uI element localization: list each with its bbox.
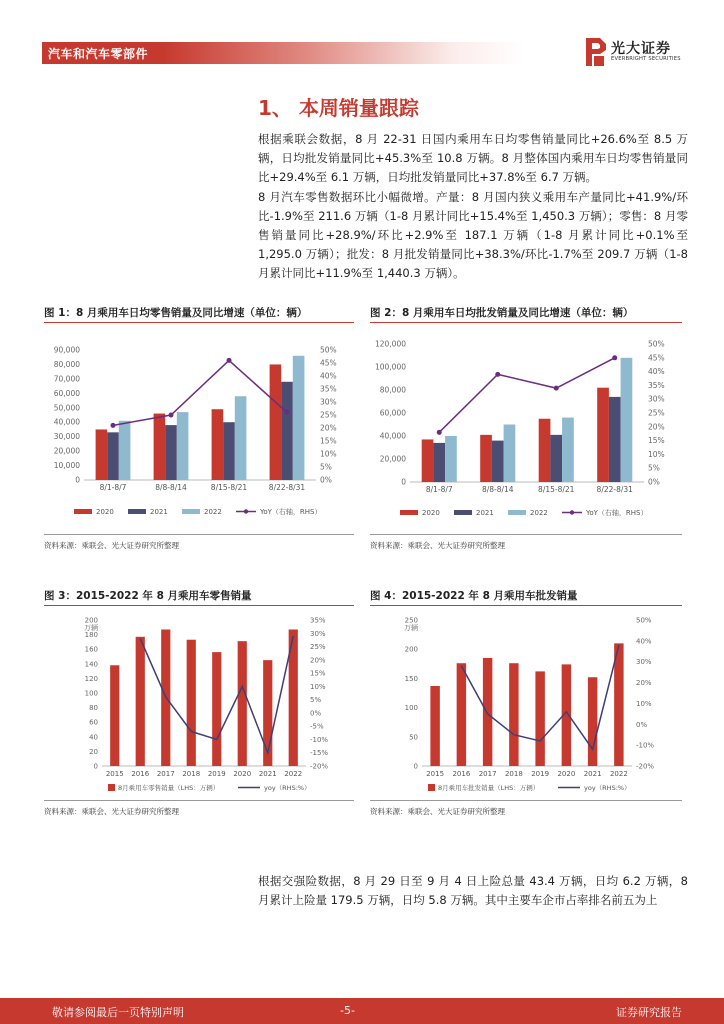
bar-2020: [480, 435, 492, 482]
y2-tick-label: 5%: [648, 463, 660, 473]
x-tick-label: 2021: [258, 770, 277, 778]
y-tick-label: 70,000: [53, 374, 80, 384]
y2-tick-label: 0%: [320, 475, 332, 485]
brand-name-cn: 光大证券: [611, 41, 671, 57]
yoy-point: [554, 386, 559, 391]
legend-swatch: [128, 509, 146, 514]
y-tick-label: 0: [401, 477, 406, 487]
y-tick-label: 40,000: [53, 417, 80, 427]
y2-tick-label: 40%: [648, 367, 665, 377]
x-tick-label: 2018: [182, 770, 201, 778]
bar-2021: [223, 422, 235, 480]
x-tick-label: 2019: [531, 770, 550, 778]
legend-label: 8月乘用车零售销量（LHS：万辆）: [118, 784, 220, 792]
y-tick-label: 200: [84, 616, 98, 625]
y2-tick-label: 0%: [636, 720, 648, 729]
bar-2020: [154, 414, 166, 480]
bar-8月乘用车批发销量（LHS：万辆）: [509, 663, 518, 766]
y2-tick-label: 50%: [320, 345, 337, 355]
y-tick-label: 80,000: [379, 385, 406, 395]
y-tick-label: 100: [84, 689, 98, 698]
legend-label: 2021: [476, 509, 494, 517]
y2-tick-label: 10%: [320, 449, 337, 459]
y2-tick-label: 20%: [320, 423, 337, 433]
y-tick-label: 140: [84, 660, 98, 669]
yoy-point: [495, 372, 500, 377]
x-tick-label: 8/22-8/31: [596, 485, 633, 494]
yoy-line: [113, 360, 287, 425]
y-tick-label: 80: [89, 704, 98, 713]
y-tick-label: 90,000: [53, 345, 80, 355]
legend-swatch: [182, 509, 200, 514]
legend-swatch: [400, 510, 418, 515]
x-tick-label: 2022: [609, 770, 628, 778]
bar-8月乘用车零售销量（LHS：万辆）: [238, 641, 247, 766]
y2-tick-label: 25%: [320, 410, 337, 420]
legend-swatch-marker: [244, 509, 248, 513]
legend-label: 2021: [150, 508, 168, 516]
y2-tick-label: 35%: [310, 616, 326, 625]
y-tick-label: 10,000: [53, 461, 80, 471]
x-tick-label: 2016: [131, 770, 150, 778]
bar-8月乘用车零售销量（LHS：万辆）: [187, 640, 196, 766]
legend-label: 2020: [422, 509, 440, 517]
bar-8月乘用车零售销量（LHS：万辆）: [110, 665, 119, 766]
footer-doc-type: 证券研究报告: [616, 1006, 682, 1019]
y2-tick-label: 15%: [648, 436, 665, 446]
legend-swatch: [428, 784, 435, 791]
paragraph-insurance: 根据交强险数据，8 月 29 日至 9 月 4 日上险总量 43.4 万辆，日均 6.2 万辆，8 月累计上险量 179.5 万辆，日均 5.8 万辆。其中主要车企市占率排名前五为上: [258, 874, 688, 907]
bar-2021: [433, 443, 445, 482]
fig1-source: 资料来源：乘联会、光大证券研究所整理: [44, 541, 179, 550]
bar-2022: [621, 358, 633, 482]
bar-2020: [212, 409, 224, 480]
x-tick-label: 8/15-8/21: [538, 485, 575, 494]
fig1-chart: [44, 334, 354, 528]
yoy-line: [439, 358, 615, 433]
fig2-source: 资料来源：乘联会、光大证券研究所整理: [370, 541, 505, 550]
legend-label: 2022: [530, 509, 548, 517]
brand-logo: [586, 36, 686, 70]
legend-label: 8月乘用车批发销量（LHS：万辆）: [438, 784, 540, 792]
bar-2022: [562, 418, 574, 482]
x-tick-label: 8/22-8/31: [268, 483, 306, 492]
y-tick-label: 20,000: [53, 446, 80, 456]
bar-8月乘用车批发销量（LHS：万辆）: [614, 643, 623, 766]
fig3-bottom-line: [44, 800, 354, 801]
y2-tick-label: 25%: [648, 408, 665, 418]
x-tick-label: 2015: [105, 770, 124, 778]
bar-2022: [293, 356, 305, 480]
y2-tick-label: -15%: [310, 749, 329, 758]
bar-2020: [597, 388, 609, 482]
y-tick-label: 160: [84, 645, 98, 654]
y-tick-label: 0: [413, 762, 418, 771]
fig3-source: 资料来源：乘联会、光大证券研究所整理: [44, 807, 179, 816]
y-tick-label: 0: [75, 475, 80, 485]
fig1-title: 图 1：8 月乘用车日均零售销量及同比增速（单位：辆）: [44, 307, 308, 319]
y2-tick-label: -20%: [636, 762, 655, 771]
y2-tick-label: 5%: [320, 462, 332, 472]
fig4-source: 资料来源：乘联会、光大证券研究所整理: [370, 807, 505, 816]
bar-8月乘用车批发销量（LHS：万辆）: [588, 677, 597, 766]
y2-tick-label: 30%: [320, 397, 337, 407]
y-tick-label: 100,000: [374, 362, 406, 372]
y2-tick-label: 40%: [636, 637, 652, 646]
bar-8月乘用车批发销量（LHS：万辆）: [535, 671, 544, 766]
yoy-point: [111, 423, 116, 428]
yoy-point: [227, 358, 232, 363]
fig3-divider: [44, 605, 354, 606]
y2-tick-label: 0%: [648, 477, 660, 487]
bar-2022: [119, 421, 131, 480]
y2-tick-label: 10%: [636, 699, 652, 708]
yoy-point: [437, 430, 442, 435]
y2-tick-label: 35%: [648, 380, 665, 390]
bar-2021: [281, 382, 293, 480]
y-tick-label: 60,000: [379, 408, 406, 418]
yoy-point: [612, 355, 617, 360]
x-tick-label: 2020: [233, 770, 252, 778]
bar-8月乘用车批发销量（LHS：万辆）: [430, 686, 439, 766]
legend-swatch: [508, 510, 526, 515]
fig4-title: 图 4：2015-2022 年 8 月乘用车批发销量: [370, 590, 578, 602]
x-tick-label: 2019: [207, 770, 226, 778]
brand-name-en: EVERBRIGHT SECURITIES: [611, 56, 681, 62]
bar-8月乘用车批发销量（LHS：万辆）: [483, 658, 492, 766]
legend-swatch: [108, 784, 115, 791]
legend-swatch-marker: [570, 510, 574, 514]
bar-2022: [177, 412, 189, 480]
y2-tick-label: 30%: [310, 629, 326, 638]
bar-2020: [96, 429, 108, 480]
y-tick-label: 20: [89, 747, 98, 756]
y-tick-label: 200: [404, 645, 418, 654]
footer-disclaimer: 敬请参阅最后一页特别声明: [52, 1006, 184, 1019]
y2-tick-label: -5%: [310, 722, 324, 731]
x-tick-label: 8/8-8/14: [155, 483, 187, 492]
y2-tick-label: 45%: [320, 358, 337, 368]
x-tick-label: 2020: [557, 770, 576, 778]
bar-2020: [270, 364, 282, 480]
x-tick-label: 2022: [284, 770, 303, 778]
x-tick-label: 8/8-8/14: [481, 485, 514, 494]
fig1-divider: [44, 322, 354, 323]
x-tick-label: 2018: [504, 770, 523, 778]
y2-tick-label: -10%: [636, 741, 655, 750]
bar-8月乘用车零售销量（LHS：万辆）: [212, 652, 221, 766]
bar-2022: [504, 425, 516, 483]
y-tick-label: 80,000: [53, 359, 80, 369]
y-unit-label: 万辆: [404, 624, 418, 632]
legend-label: 2020: [96, 508, 114, 516]
x-tick-label: 2021: [583, 770, 602, 778]
footer-page-number: -5-: [340, 1004, 355, 1017]
brand-logo-icon: [586, 38, 606, 66]
y2-tick-label: 30%: [636, 658, 652, 667]
y2-tick-label: 20%: [648, 422, 665, 432]
legend-label: yoy（RHS:%）: [584, 784, 631, 792]
y2-tick-label: 45%: [648, 353, 665, 363]
fig2-chart: [370, 334, 682, 528]
y2-tick-label: 50%: [636, 616, 652, 625]
fig4-divider: [370, 605, 682, 606]
fig1-bottom-line: [44, 534, 354, 535]
x-tick-label: 2016: [452, 770, 471, 778]
y-tick-label: 120,000: [374, 339, 406, 349]
y2-tick-label: -20%: [310, 762, 329, 771]
x-tick-label: 2017: [478, 770, 497, 778]
y-tick-label: 60,000: [53, 388, 80, 398]
bar-2022: [445, 436, 457, 482]
y-tick-label: 60: [89, 718, 98, 727]
y2-tick-label: 15%: [310, 669, 326, 678]
paragraph-retail-wholesale: 根据乘联会数据，8 月 22-31 日国内乘用车日均零售销量同比+26.6%至 8.5 万辆，日均批发销量同比+45.3%至 10.8 万辆。8 月整体国内乘用车日均零售销量同比+29.4%至 6.1 万辆，日均批发销量同比+37.8%至 6.7 万辆。: [258, 132, 688, 184]
y-tick-label: 120: [84, 674, 98, 683]
legend-label: yoy（RHS:%）: [264, 784, 311, 792]
y2-tick-label: 20%: [310, 656, 326, 665]
y2-tick-label: 10%: [310, 682, 326, 691]
bar-8月乘用车零售销量（LHS：万辆）: [136, 637, 145, 766]
x-tick-label: 8/15-8/21: [210, 483, 248, 492]
y-tick-label: 50,000: [53, 403, 80, 413]
fig3-title: 图 3：2015-2022 年 8 月乘用车零售销量: [44, 590, 252, 602]
bar-2020: [422, 439, 434, 482]
y-tick-label: 30,000: [53, 432, 80, 442]
y-tick-label: 40,000: [379, 431, 406, 441]
y2-tick-label: 40%: [320, 371, 337, 381]
legend-label: 2022: [204, 508, 222, 516]
x-tick-label: 2015: [426, 770, 445, 778]
y-tick-label: 50: [409, 733, 418, 742]
y2-tick-label: 15%: [320, 436, 337, 446]
bar-2021: [550, 435, 562, 482]
y-tick-label: 180: [84, 631, 98, 640]
fig2-divider: [370, 322, 682, 323]
header-section-label: 汽车和汽车零部件: [48, 47, 149, 61]
fig4-bottom-line: [370, 800, 682, 801]
bar-8月乘用车批发销量（LHS：万辆）: [457, 663, 466, 766]
y-tick-label: 150: [404, 674, 418, 683]
bar-2020: [539, 419, 551, 482]
bar-2021: [609, 397, 621, 482]
legend-swatch: [74, 509, 92, 514]
x-tick-label: 8/1-8/7: [425, 485, 453, 494]
y-tick-label: 40: [89, 733, 98, 742]
bar-2021: [492, 441, 504, 482]
fig2-bottom-line: [370, 534, 682, 535]
x-tick-label: 2017: [156, 770, 175, 778]
y2-tick-label: 5%: [310, 696, 322, 705]
y2-tick-label: 25%: [310, 643, 326, 652]
y2-tick-label: 20%: [636, 679, 652, 688]
y2-tick-label: 30%: [648, 394, 665, 404]
yoy-point: [169, 413, 174, 418]
legend-swatch: [454, 510, 472, 515]
bar-2021: [107, 432, 119, 480]
x-tick-label: 8/1-8/7: [99, 483, 127, 492]
y-tick-label: 100: [404, 704, 418, 713]
y-tick-label: 20,000: [379, 454, 406, 464]
y-unit-label: 万辆: [84, 624, 98, 632]
fig4-chart: [370, 612, 682, 798]
y2-tick-label: 0%: [310, 709, 322, 718]
bar-2021: [165, 425, 177, 480]
y2-tick-label: -10%: [310, 735, 329, 744]
yoy-point: [285, 410, 290, 415]
legend-label: YoY（右轴，RHS）: [260, 508, 322, 516]
y2-tick-label: 10%: [648, 449, 665, 459]
y-tick-label: 250: [404, 616, 418, 625]
y-tick-label: 0: [93, 762, 98, 771]
bar-2022: [235, 396, 247, 480]
fig2-title: 图 2：8 月乘用车日均批发销量及同比增速（单位：辆）: [370, 307, 634, 319]
fig3-chart: [44, 612, 354, 798]
legend-label: YoY（右轴，RHS）: [586, 509, 648, 517]
paragraph-august-summary: 8 月汽车零售数据环比小幅微增。产量：8 月国内狭义乘用车产量同比+41.9%/环比-1.9%至 211.6 万辆（1-8 月累计同比+15.4%至 1,450.3 万辆）；零售：8 月零售销量同比+28.9%/环比+2.9%至 187.1 万辆（1-8 月累计同比+0.1%至 1,295.0 万辆）；批发：8 月批发销量同比+38.3%/环比-1.7%至 209.7 万辆（1-8 月累计同比+11.9%至 1,440.3 万辆）。: [258, 190, 688, 280]
y2-tick-label: 50%: [648, 339, 665, 349]
section-title: 1、 本周销量跟踪: [258, 96, 419, 120]
y2-tick-label: 35%: [320, 384, 337, 394]
